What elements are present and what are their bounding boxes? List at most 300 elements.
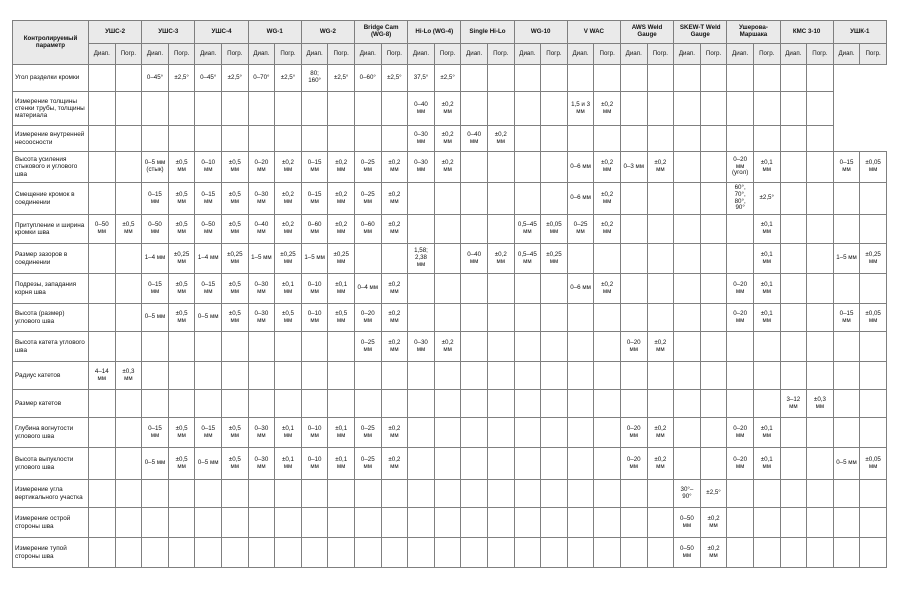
- range-cell: [195, 362, 222, 390]
- parameter-cell: Измерение толщины стенки трубы, толщины материала: [13, 92, 89, 126]
- range-cell: [727, 65, 754, 92]
- range-cell: [89, 126, 116, 152]
- range-cell: 0–10 мм: [301, 304, 328, 332]
- error-cell: ±0,2 мм: [434, 126, 461, 152]
- error-cell: ±0,25 мм: [860, 244, 887, 274]
- error-cell: [700, 92, 727, 126]
- error-cell: ±0,2 мм: [381, 332, 408, 362]
- error-cell: ±0,5 мм: [275, 304, 302, 332]
- range-subheader: Диап.: [567, 44, 594, 65]
- parameter-cell: Высота усиления стыкового и углового шва: [13, 152, 89, 183]
- range-cell: 0–15 мм: [301, 152, 328, 183]
- error-cell: [222, 332, 249, 362]
- error-cell: [807, 126, 834, 152]
- error-cell: [381, 126, 408, 152]
- error-cell: [700, 304, 727, 332]
- range-subheader: Диап.: [301, 44, 328, 65]
- error-cell: [541, 418, 568, 448]
- range-cell: 0–25 мм: [354, 152, 381, 183]
- range-cell: [354, 508, 381, 538]
- range-cell: 60°, 70°, 80°, 90°: [727, 183, 754, 215]
- range-cell: [620, 508, 647, 538]
- range-cell: [461, 304, 488, 332]
- error-cell: [275, 126, 302, 152]
- table-row: [13, 152, 887, 183]
- error-cell: ±0,2 мм: [700, 538, 727, 568]
- error-subheader: Погр.: [753, 44, 780, 65]
- error-cell: [115, 126, 142, 152]
- table-body: [13, 65, 887, 568]
- range-cell: [674, 390, 701, 418]
- error-cell: [594, 448, 621, 480]
- error-cell: [807, 508, 834, 538]
- range-cell: [514, 183, 541, 215]
- range-cell: [620, 65, 647, 92]
- range-cell: [514, 274, 541, 304]
- tool-header: Hi-Lo (WG-4): [408, 21, 461, 44]
- tool-header: УШС-4: [195, 21, 248, 44]
- error-cell: ±0,2 мм: [328, 152, 355, 183]
- range-cell: [461, 274, 488, 304]
- error-cell: [115, 244, 142, 274]
- error-cell: [807, 92, 834, 126]
- error-cell: ±0,2 мм: [381, 304, 408, 332]
- range-cell: [780, 183, 807, 215]
- error-cell: [647, 508, 674, 538]
- range-cell: 0–50 мм: [142, 215, 169, 244]
- range-cell: 80; 160°: [301, 65, 328, 92]
- range-cell: [354, 126, 381, 152]
- error-cell: [115, 274, 142, 304]
- range-cell: [461, 508, 488, 538]
- range-cell: [354, 480, 381, 508]
- error-cell: [807, 274, 834, 304]
- error-cell: ±0,2 мм: [487, 126, 514, 152]
- range-cell: [142, 480, 169, 508]
- error-cell: ±0,5 мм: [222, 215, 249, 244]
- error-cell: ±2,5°: [168, 65, 195, 92]
- error-cell: [381, 362, 408, 390]
- range-cell: [408, 390, 435, 418]
- range-cell: [461, 332, 488, 362]
- error-cell: ±0,2 мм: [434, 152, 461, 183]
- range-cell: 0–60 мм: [301, 215, 328, 244]
- range-cell: [620, 183, 647, 215]
- error-cell: [434, 274, 461, 304]
- range-cell: [833, 215, 860, 244]
- error-cell: [168, 508, 195, 538]
- error-cell: ±0,5 мм: [222, 274, 249, 304]
- error-cell: [434, 183, 461, 215]
- error-cell: [647, 126, 674, 152]
- error-cell: ±0,2 мм: [594, 215, 621, 244]
- error-cell: [541, 390, 568, 418]
- range-cell: [833, 183, 860, 215]
- range-cell: [89, 538, 116, 568]
- error-cell: [541, 152, 568, 183]
- range-cell: [674, 362, 701, 390]
- range-cell: 0–3 мм: [620, 152, 647, 183]
- error-cell: [647, 244, 674, 274]
- error-cell: [434, 244, 461, 274]
- range-cell: 0–6 мм: [567, 152, 594, 183]
- error-cell: ±0,1 мм: [275, 418, 302, 448]
- error-cell: [222, 390, 249, 418]
- range-cell: [408, 538, 435, 568]
- error-cell: [487, 274, 514, 304]
- range-cell: [195, 126, 222, 152]
- error-cell: ±0,2 мм: [647, 332, 674, 362]
- range-cell: 0–5 мм: [142, 448, 169, 480]
- error-cell: ±0,25 мм: [168, 244, 195, 274]
- error-cell: [275, 508, 302, 538]
- tool-header: AWS Weld Gauge: [620, 21, 673, 44]
- range-cell: 0–20 мм: [620, 448, 647, 480]
- tool-header: WG-10: [514, 21, 567, 44]
- range-cell: [674, 92, 701, 126]
- range-cell: [89, 508, 116, 538]
- error-cell: [594, 304, 621, 332]
- range-cell: [142, 362, 169, 390]
- range-cell: [461, 92, 488, 126]
- range-cell: 1–4 мм: [195, 244, 222, 274]
- error-cell: [168, 538, 195, 568]
- error-cell: [807, 538, 834, 568]
- range-cell: 0–10 мм: [301, 448, 328, 480]
- range-cell: [461, 65, 488, 92]
- error-cell: [168, 92, 195, 126]
- range-cell: [780, 126, 807, 152]
- error-cell: ±0,5 мм: [168, 152, 195, 183]
- range-subheader: Диап.: [514, 44, 541, 65]
- tool-header: SKEW-T Weld Gauge: [674, 21, 727, 44]
- range-cell: 0–45°: [142, 65, 169, 92]
- range-cell: 0–20 мм: [727, 448, 754, 480]
- error-subheader: Погр.: [594, 44, 621, 65]
- error-cell: [647, 304, 674, 332]
- range-cell: [514, 448, 541, 480]
- error-cell: ±0,5 мм: [222, 152, 249, 183]
- range-cell: [620, 362, 647, 390]
- error-cell: [168, 362, 195, 390]
- error-cell: [381, 244, 408, 274]
- range-cell: [248, 508, 275, 538]
- range-cell: 0,5–45 мм: [514, 215, 541, 244]
- error-cell: [700, 448, 727, 480]
- error-cell: [541, 304, 568, 332]
- range-cell: 0–10 мм: [301, 274, 328, 304]
- error-cell: [807, 183, 834, 215]
- range-cell: [674, 126, 701, 152]
- range-cell: 30°–90°: [674, 480, 701, 508]
- range-cell: [301, 362, 328, 390]
- range-cell: [301, 390, 328, 418]
- range-cell: [514, 152, 541, 183]
- tool-header: WG-2: [301, 21, 354, 44]
- error-cell: [860, 508, 887, 538]
- range-cell: [567, 480, 594, 508]
- range-cell: [833, 390, 860, 418]
- range-cell: 0–50 мм: [195, 215, 222, 244]
- range-cell: [248, 126, 275, 152]
- range-cell: [833, 480, 860, 508]
- range-subheader: Диап.: [89, 44, 116, 65]
- error-cell: ±0,25 мм: [275, 244, 302, 274]
- error-cell: ±0,2 мм: [381, 152, 408, 183]
- range-cell: [195, 508, 222, 538]
- error-cell: [487, 508, 514, 538]
- tool-header: УШС-3: [142, 21, 195, 44]
- range-cell: [620, 480, 647, 508]
- parameter-cell: Смещение кромок в соединении: [13, 183, 89, 215]
- range-cell: [567, 538, 594, 568]
- range-cell: [301, 126, 328, 152]
- error-cell: ±0,2 мм: [647, 418, 674, 448]
- error-cell: [115, 480, 142, 508]
- range-cell: 0–6 мм: [567, 183, 594, 215]
- range-cell: [514, 332, 541, 362]
- range-cell: 0–30 мм: [248, 304, 275, 332]
- range-cell: [620, 538, 647, 568]
- range-cell: 0–30 мм: [408, 332, 435, 362]
- error-cell: [541, 65, 568, 92]
- error-cell: ±0,1 мм: [753, 274, 780, 304]
- range-cell: [780, 152, 807, 183]
- range-cell: 0–5 мм: [142, 304, 169, 332]
- error-cell: [115, 183, 142, 215]
- range-cell: 0–10 мм: [301, 418, 328, 448]
- range-cell: [89, 183, 116, 215]
- range-cell: [142, 92, 169, 126]
- error-cell: [753, 362, 780, 390]
- tool-header: Single Hi-Lo: [461, 21, 514, 44]
- range-cell: 0–5 мм: [833, 448, 860, 480]
- range-cell: [195, 332, 222, 362]
- error-cell: [275, 480, 302, 508]
- error-cell: [434, 390, 461, 418]
- range-cell: 0–40 мм: [248, 215, 275, 244]
- range-cell: 0–25 мм: [567, 215, 594, 244]
- range-cell: 0–50 мм: [89, 215, 116, 244]
- error-cell: [594, 244, 621, 274]
- error-cell: [381, 390, 408, 418]
- error-cell: [594, 126, 621, 152]
- error-cell: ±0,2 мм: [487, 244, 514, 274]
- range-cell: [620, 92, 647, 126]
- error-cell: ±2,5°: [434, 65, 461, 92]
- error-cell: [753, 508, 780, 538]
- range-cell: 0–20 мм: [727, 418, 754, 448]
- error-cell: [541, 332, 568, 362]
- range-cell: [408, 418, 435, 448]
- error-cell: [700, 152, 727, 183]
- tool-header: УШС-2: [89, 21, 142, 44]
- error-cell: [860, 418, 887, 448]
- error-cell: [647, 362, 674, 390]
- range-cell: [727, 215, 754, 244]
- range-cell: [514, 92, 541, 126]
- range-cell: [727, 244, 754, 274]
- range-cell: [567, 448, 594, 480]
- error-cell: [275, 362, 302, 390]
- range-cell: [89, 480, 116, 508]
- error-cell: [541, 538, 568, 568]
- range-cell: [780, 418, 807, 448]
- range-cell: [354, 92, 381, 126]
- range-cell: 0–5 мм: [195, 448, 222, 480]
- range-cell: 1–5 мм: [248, 244, 275, 274]
- error-cell: [115, 152, 142, 183]
- range-cell: [780, 244, 807, 274]
- error-cell: [487, 390, 514, 418]
- range-cell: 0–30 мм: [408, 152, 435, 183]
- tool-header: Ушерова-Маршака: [727, 21, 780, 44]
- range-subheader: Диап.: [248, 44, 275, 65]
- error-subheader: Погр.: [807, 44, 834, 65]
- error-subheader: Погр.: [328, 44, 355, 65]
- error-cell: ±0,2 мм: [594, 274, 621, 304]
- error-cell: [115, 448, 142, 480]
- table-row: [13, 215, 887, 244]
- error-subheader: Погр.: [700, 44, 727, 65]
- error-cell: [807, 480, 834, 508]
- range-cell: [727, 390, 754, 418]
- range-cell: [727, 508, 754, 538]
- error-cell: [647, 215, 674, 244]
- error-cell: [807, 418, 834, 448]
- error-cell: [541, 92, 568, 126]
- error-cell: [594, 418, 621, 448]
- range-cell: 0–40 мм: [408, 92, 435, 126]
- table-row: [13, 126, 887, 152]
- error-cell: [275, 92, 302, 126]
- range-cell: 0–60 мм: [354, 215, 381, 244]
- error-cell: [594, 538, 621, 568]
- range-cell: [780, 448, 807, 480]
- error-cell: [594, 332, 621, 362]
- range-cell: [195, 92, 222, 126]
- parameter-cell: Размер катетов: [13, 390, 89, 418]
- range-subheader: Диап.: [354, 44, 381, 65]
- error-cell: [168, 390, 195, 418]
- error-cell: [594, 65, 621, 92]
- error-cell: ±2,5°: [328, 65, 355, 92]
- error-cell: [700, 126, 727, 152]
- comparison-table-container: [12, 20, 886, 568]
- error-cell: [487, 152, 514, 183]
- range-cell: [780, 538, 807, 568]
- parameter-cell: Подрезы, западания корня шва: [13, 274, 89, 304]
- error-cell: ±0,5 мм: [222, 448, 249, 480]
- error-cell: ±0,1 мм: [753, 304, 780, 332]
- error-cell: [487, 480, 514, 508]
- error-cell: [115, 332, 142, 362]
- error-cell: [381, 508, 408, 538]
- range-subheader: Диап.: [142, 44, 169, 65]
- range-cell: [461, 183, 488, 215]
- error-cell: [115, 92, 142, 126]
- error-cell: ±0,2 мм: [647, 448, 674, 480]
- error-cell: [487, 418, 514, 448]
- range-cell: 1–4 мм: [142, 244, 169, 274]
- range-cell: 37,5°: [408, 65, 435, 92]
- error-cell: [647, 92, 674, 126]
- range-cell: 0–5 мм: [195, 304, 222, 332]
- error-cell: [434, 508, 461, 538]
- range-cell: [248, 362, 275, 390]
- error-cell: [541, 274, 568, 304]
- tool-header: V WAC: [567, 21, 620, 44]
- range-cell: [89, 92, 116, 126]
- error-subheader: Погр.: [381, 44, 408, 65]
- range-subheader: Диап.: [620, 44, 647, 65]
- error-cell: [860, 538, 887, 568]
- range-cell: [461, 215, 488, 244]
- range-cell: [727, 538, 754, 568]
- range-cell: [567, 418, 594, 448]
- range-cell: [195, 390, 222, 418]
- error-cell: [700, 274, 727, 304]
- error-cell: [541, 126, 568, 152]
- range-cell: [780, 274, 807, 304]
- parameter-cell: Угол разделки кромки: [13, 65, 89, 92]
- error-cell: [807, 332, 834, 362]
- range-cell: [833, 362, 860, 390]
- range-cell: 0–6 мм: [567, 274, 594, 304]
- error-cell: [753, 390, 780, 418]
- error-cell: [541, 183, 568, 215]
- error-cell: [275, 332, 302, 362]
- error-cell: [807, 362, 834, 390]
- error-cell: [487, 92, 514, 126]
- range-cell: 0–45°: [195, 65, 222, 92]
- error-cell: [381, 92, 408, 126]
- range-cell: [461, 480, 488, 508]
- error-cell: [541, 448, 568, 480]
- range-cell: [461, 362, 488, 390]
- range-cell: [567, 390, 594, 418]
- error-cell: ±0,2 мм: [594, 183, 621, 215]
- error-cell: [115, 508, 142, 538]
- error-cell: ±0,05 мм: [860, 304, 887, 332]
- error-cell: [381, 538, 408, 568]
- error-cell: [328, 92, 355, 126]
- range-cell: [674, 244, 701, 274]
- range-cell: [301, 480, 328, 508]
- range-cell: [620, 244, 647, 274]
- error-subheader: Погр.: [115, 44, 142, 65]
- error-cell: [115, 65, 142, 92]
- range-cell: 0–20 мм: [727, 274, 754, 304]
- error-cell: [434, 304, 461, 332]
- range-cell: [248, 92, 275, 126]
- range-cell: 0–15 мм: [142, 418, 169, 448]
- range-cell: 0–5 мм (стык): [142, 152, 169, 183]
- error-subheader: Погр.: [541, 44, 568, 65]
- error-cell: ±0,5 мм: [168, 215, 195, 244]
- range-subheader: Диап.: [674, 44, 701, 65]
- range-subheader: Диап.: [461, 44, 488, 65]
- range-cell: 0–4 мм: [354, 274, 381, 304]
- range-cell: [674, 332, 701, 362]
- parameter-cell: Высота катета углового шва: [13, 332, 89, 362]
- range-cell: [301, 508, 328, 538]
- error-cell: [700, 332, 727, 362]
- range-cell: [89, 244, 116, 274]
- range-cell: [354, 362, 381, 390]
- error-cell: ±0,1 мм: [753, 244, 780, 274]
- range-cell: [195, 538, 222, 568]
